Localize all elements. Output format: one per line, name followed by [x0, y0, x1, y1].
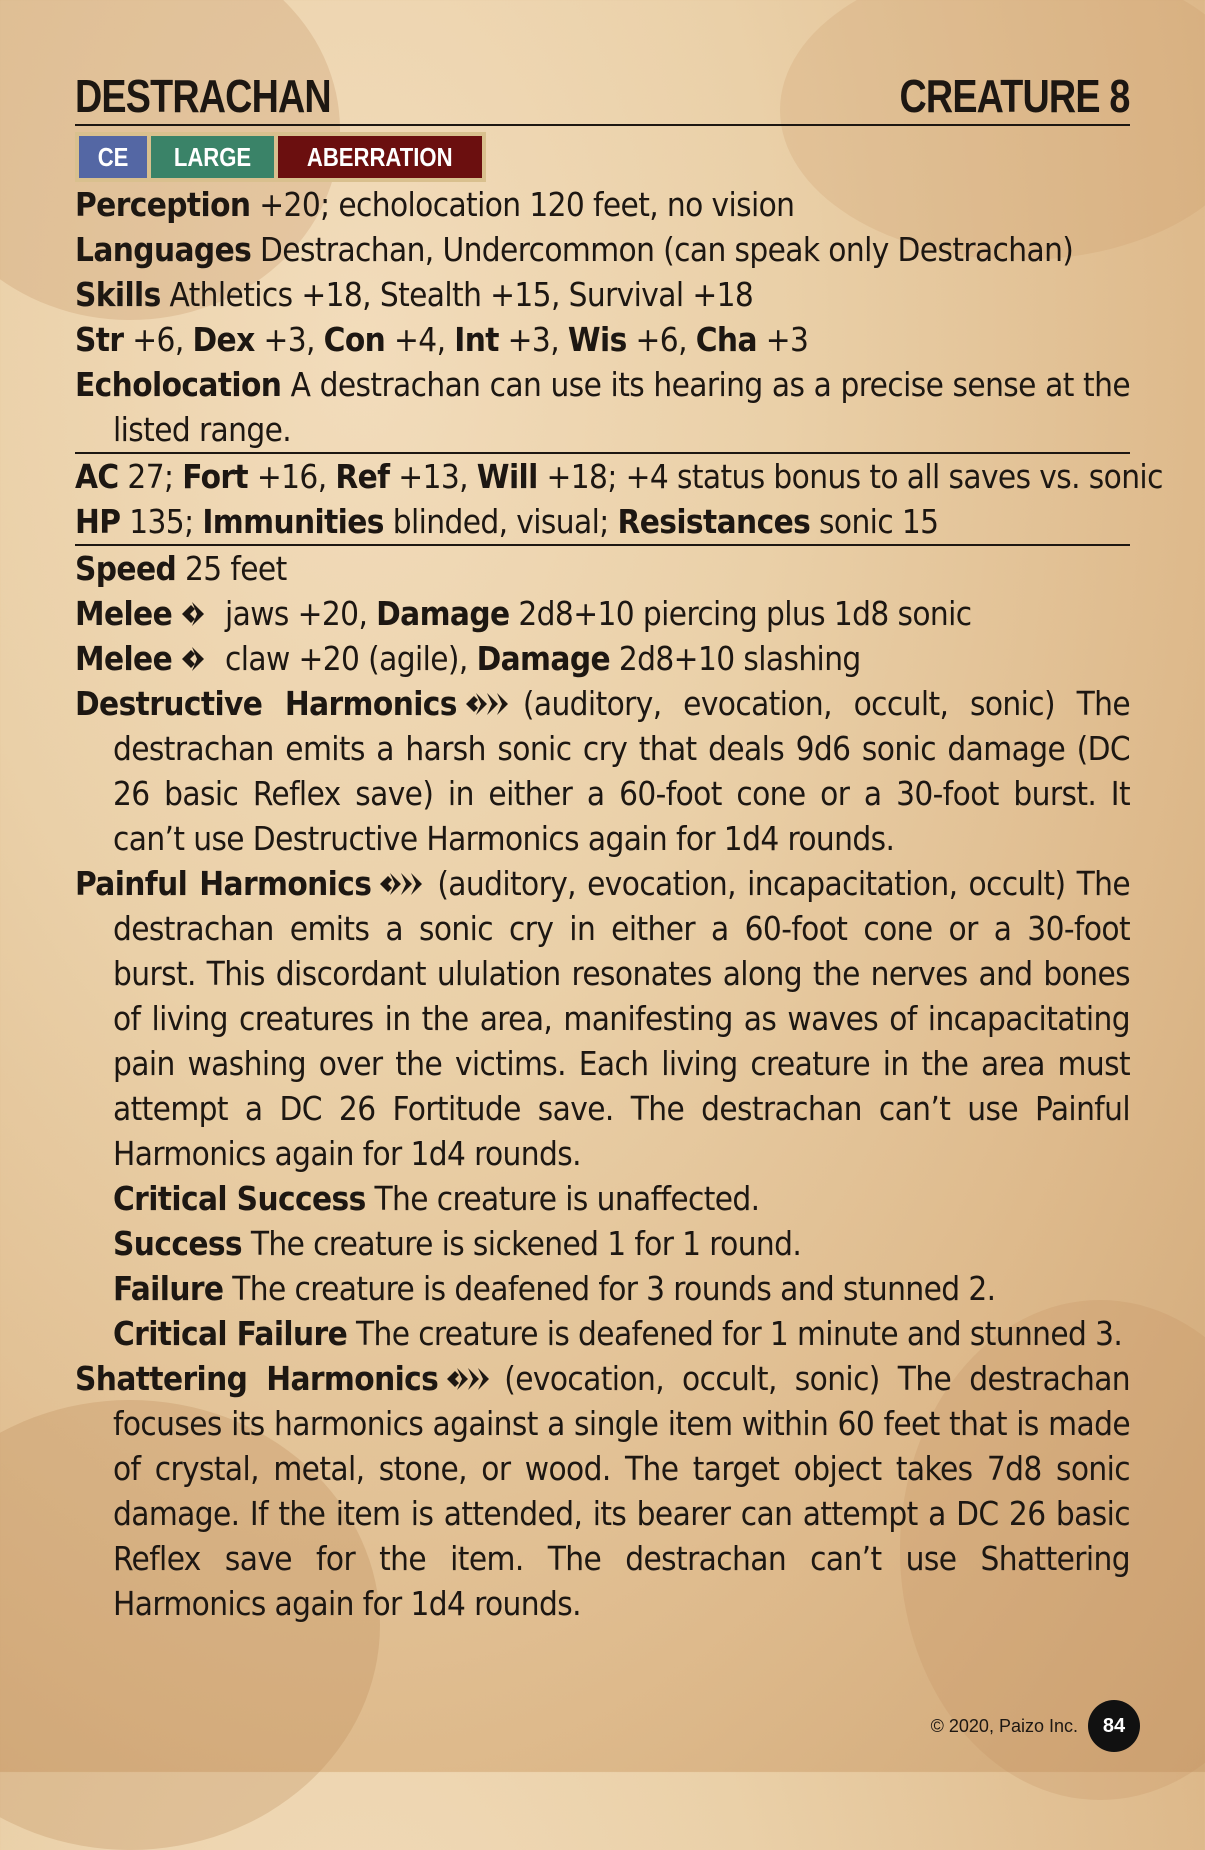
single-action-icon [178, 599, 210, 629]
shattering-harmonics-ability: Shattering Harmonics (evocation, occult, sonic) The destrachan focuses its harmonics against a single item within 60 feet that is made of crystal, metal, stone, or wood. The target object takes 7d8 sonic damage. If the item is attended, its bearer can attempt a DC 26 basic Reflex save for the item. The destrachan can’t use Shattering Harmonics again for 1d4 rounds. [75, 1359, 1131, 1623]
trait-list [75, 132, 486, 182]
painful-harmonics-ability: Painful Harmonics (auditory, evocation, incapacitation, occult) The destrachan emits a sonic cry in either a 60-foot cone or a 30-foot burst. This discordant ululation resonates along the nerves and bones of living creatures in the area, manifesting as waves of incapacitating pain washing over the victims. Each living creature in the area must attempt a DC 26 Fortitude save. The destrachan can’t use Painful Harmonics again for 1d4 rounds. [75, 864, 1130, 1173]
defenses-line: AC 27; Fort +16, Ref +13, Will +18; +4 status bonus to all saves vs. sonic [75, 457, 1163, 496]
destructive-harmonics-ability: Destructive Harmonics (auditory, evocation, occult, sonic) The destrachan emits a harsh sonic cry that deals 9d6 sonic damage (DC 26 basic Reflex save) in either a 60-foot cone or a 30-foot burst. It can’t use Destructive Harmonics again for 1d4 rounds. [75, 684, 1130, 858]
trait-size: LARGE [151, 136, 274, 178]
melee-jaws: Melee jaws +20, Damage 2d8+10 piercing plus 1d8 sonic [75, 594, 972, 633]
melee-claw: Melee claw +20 (agile), Damage 2d8+10 slashing [75, 639, 861, 678]
two-action-icon [377, 869, 431, 899]
languages-line: Languages Destrachan, Undercommon (can speak only Destrachan) [75, 230, 1074, 269]
speed-line: Speed 25 feet [75, 549, 287, 588]
outcome-critical-failure: Critical Failure The creature is deafened for 1 minute and stunned 3. [113, 1314, 1123, 1353]
perception-line: Perception +20; echolocation 120 feet, no vision [75, 185, 795, 224]
two-action-icon [463, 689, 517, 719]
creature-name: DESTRACHAN [75, 70, 331, 122]
two-action-icon [444, 1364, 498, 1394]
skills-line: Skills Athletics +18, Stealth +15, Survival +18 [75, 275, 754, 314]
ability-scores-line: Str +6, Dex +3, Con +4, Int +3, Wis +6, Cha +3 [75, 320, 809, 359]
outcome-success: Success The creature is sickened 1 for 1 round. [113, 1224, 802, 1263]
hp-line: HP 135; Immunities blinded, visual; Resistances sonic 15 [75, 502, 939, 541]
outcome-critical-success: Critical Success The creature is unaffected. [113, 1179, 760, 1218]
outcome-failure: Failure The creature is deafened for 3 rounds and stunned 2. [113, 1269, 996, 1308]
stat-block [75, 68, 1163, 1626]
trait-type: ABERRATION [278, 136, 481, 178]
page-footer [931, 1700, 1140, 1752]
page-number-badge: 84 [1088, 1700, 1140, 1752]
trait-alignment: CE [79, 136, 147, 178]
single-action-icon [178, 644, 210, 674]
copyright-notice: © 2020, Paizo Inc. [930, 1715, 1078, 1736]
creature-level: CREATURE 8 [899, 70, 1130, 122]
echolocation-ability: Echolocation A destrachan can use its hearing as a precise sense at the listed range. [75, 365, 1130, 449]
stat-block-header [75, 68, 1130, 126]
